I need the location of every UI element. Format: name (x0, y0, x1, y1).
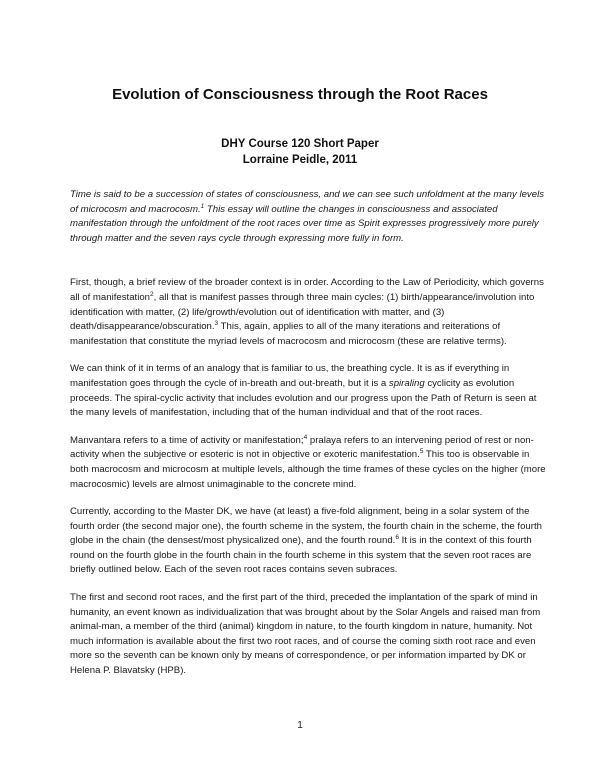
author-line: Lorraine Peidle, 2011 (242, 154, 358, 166)
paragraph-periodicity: First, though, a brief review of the broader context is in order. According to the Law of Periodicity, which governs all of manifestation$^2$, all that is manifest passes through three main cycles: (1) birth/appearance/involution into identification with matter, (2) life/growth/evolution out of identification with matter, and (3) death/disappearance/obscuration.$^3$ This, again, applies to all of the many iterations and reiterations of manifestation that constitute the myriad levels of macrocosm and microcosm (these are relative terms). (70, 277, 544, 347)
paragraph-alignment: Currently, according to the Master DK, we have (at least) a five-fold alignment, being in a solar system of the fourth order (the second major one), the fourth scheme in the system, the fourth chain in the scheme, the fourth globe in the chain (the densest/most physicalized one), and the fourth round.$^6$ It is in the context of this fourth round on the fourth globe in the fourth chain in the fourth scheme in this system that the seven root races are briefly outlined below. Each of the seven root races contains seven subraces. (70, 506, 542, 576)
footnote-ref-3: 3 (214, 320, 219, 328)
abstract-paragraph: Time is said to be a succession of states of consciousness, and we can see such unfoldment at the many levels of microcosm and macrocosm.$^1$ This essay will outline the changes in consciousness and associated manifestation through the unfoldment of the root races over time as Spirit expresses progressively more purely through matter and the seven rays cycle through expressing more fully in form. (70, 189, 544, 244)
document-subtitle (0, 136, 600, 168)
paragraph-manvantara: Manvantara refers to a time of activity or manifestation;$^4$ pralaya refers to an intervening period of rest or non-activity when the subjective or esoteric is not in objective or exoteric manifestation.$^5$ This too is observable in both macrocosm and microcosm at multiple levels, although the time frames of these cycles on the higher (more macrocosmic) levels are almost unimaginable to the concrete mind. (70, 433, 546, 490)
footnote-ref-6: 6 (395, 534, 399, 542)
paragraph-breathing-cycle: We can think of it in terms of an analogy that is familiar to us, the breathing cycle. It is as if everything in manifestation goes through the cycle of in-breath and out-breath, but it is a spiraling cyclicity as evolution proceeds. The spiral-cyclic activity that includes evolution and our progress upon the Path of Return is seen at the many levels of manifestation, including that of the human individual and that of the root races. (70, 363, 537, 419)
paragraph-root-races: The first and second root races, and the first part of the third, preceded the implantation of the spark of mind in humanity, an event known as individualization that was brought about by the Solar Angels and raised man from animal-man, a member of the third (animal) kingdom in nature, to the fourth kingdom in nature, humanity. Not much information is available about the first two root races, and of course the coming sixth root race and even more so the seventh can be known only by means of correspondence, or per information imparted by DK or Helena P. Blavatsky (HPB). (70, 592, 541, 677)
footnote-ref-5: 5 (419, 448, 424, 456)
page-number: 1 (297, 720, 303, 731)
document-body (70, 188, 546, 692)
course-line: DHY Course 120 Short Paper (221, 138, 379, 150)
footnote-ref-2: 2 (150, 290, 154, 298)
footnote-ref-4: 4 (303, 433, 308, 441)
footnote-ref-1: 1 (200, 202, 205, 210)
document-title: Evolution of Consciousness through the Root Races (112, 86, 488, 103)
